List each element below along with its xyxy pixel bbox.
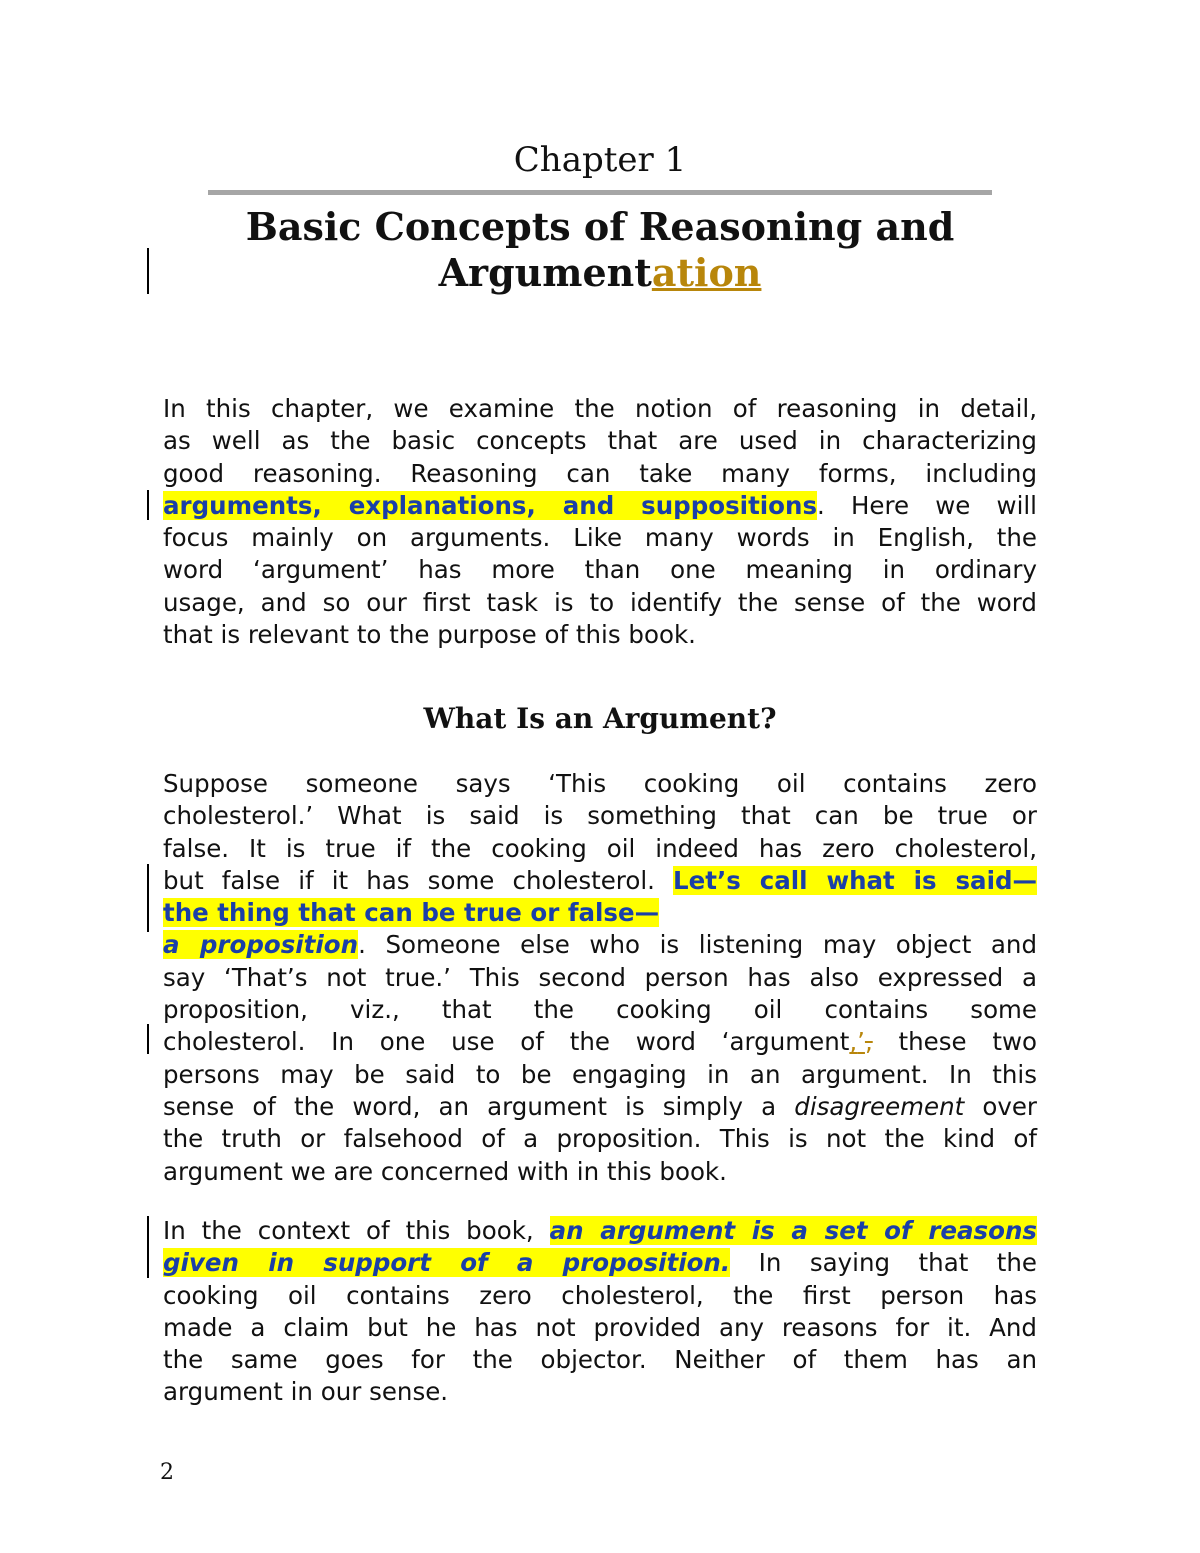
body-paragraph — [163, 1215, 1037, 1409]
paragraph-text: but false if it has some cholesterol. — [163, 865, 674, 895]
paragraph-line: Suppose someone says ‘This cooking oil contains zero — [163, 769, 1037, 798]
tracked-deletion: , — [864, 1027, 873, 1057]
chapter-title-line1: Basic Concepts of Reasoning and — [245, 204, 955, 249]
paragraph-line — [163, 929, 1037, 961]
tracked-insertion: ation — [651, 250, 762, 295]
paragraph-line — [163, 1247, 1037, 1279]
paragraph-text: . Here we will — [817, 490, 1037, 520]
highlighted-text: an argument is a set of reasons — [549, 1216, 1037, 1245]
paragraph-text: In saying that the — [730, 1248, 1038, 1278]
paragraph-line: the truth or falsehood of a proposition. This is not the kind of — [163, 1124, 1037, 1154]
paragraph-line — [163, 897, 1037, 929]
paragraph-line: proposition, viz., that the cooking oil contains some — [163, 995, 1037, 1025]
change-bar — [147, 1216, 149, 1278]
highlighted-text: Let’s call what is said— — [673, 865, 1037, 895]
paragraph-line — [163, 1026, 1037, 1058]
chapter-rule — [208, 190, 992, 195]
paragraph-line: good reasoning. Reasoning can take many forms, including — [163, 458, 1037, 488]
change-bar — [147, 1024, 149, 1054]
chapter-title-line2 — [0, 250, 1200, 296]
highlighted-text: a proposition — [163, 930, 359, 960]
paragraph-line — [163, 490, 1037, 522]
paragraph-text: . Someone else who is listening may object and — [358, 930, 1037, 960]
paragraph-line: usage, and so our first task is to identify the sense of the word — [163, 587, 1037, 617]
paragraph-line — [163, 1091, 1037, 1123]
highlighted-text: the thing that can be true or false— — [163, 898, 660, 928]
change-bar — [147, 490, 149, 520]
chapter-title — [0, 204, 1200, 296]
paragraph-line: argument we are concerned with in this book. — [163, 1156, 727, 1186]
paragraph-line: focus mainly on arguments. Like many words in English, the — [163, 523, 1037, 553]
tracked-insertion: ’ — [857, 1027, 865, 1057]
paragraph-line: argument in our sense. — [163, 1377, 449, 1407]
paragraph-line: cholesterol.’ What is said is something that can be true or — [163, 801, 1037, 831]
paragraph-line: word ‘argument’ has more than one meaning in ordinary — [163, 555, 1037, 585]
intro-paragraph — [163, 393, 1037, 651]
paragraph-line — [163, 865, 1037, 897]
tracked-insertion: , — [849, 1027, 858, 1057]
emphasized-text: disagreement — [794, 1091, 965, 1121]
paragraph-text: In the context of this book, — [163, 1216, 550, 1245]
change-bar — [147, 248, 149, 294]
paragraph-line: false. It is true if the cooking oil indeed has zero cholesterol, — [163, 833, 1037, 863]
highlighted-text: arguments, explanations, and suppositions — [163, 490, 818, 520]
paragraph-line: say ‘That’s not true.’ This second person has also expressed a — [163, 962, 1037, 992]
paragraph-text: sense of the word, an argument is simply a — [163, 1091, 795, 1121]
paragraph-line: as well as the basic concepts that are used in characterizing — [163, 426, 1037, 456]
body-paragraph — [163, 768, 1037, 1188]
paragraph-text: over — [964, 1091, 1037, 1121]
section-heading: What Is an Argument? — [423, 702, 777, 735]
paragraph-line — [163, 1215, 1037, 1247]
paragraph-line: made a claim but he has not provided any reasons for it. And — [163, 1312, 1037, 1342]
chapter-title-base: Argument — [438, 250, 652, 295]
paragraph-line: the same goes for the objector. Neither of them has an — [163, 1345, 1037, 1375]
paragraph-line: In this chapter, we examine the notion of reasoning in detail, — [163, 394, 1037, 423]
change-bar — [147, 864, 149, 932]
highlighted-text: given in support of a proposition. — [163, 1248, 731, 1278]
chapter-label: Chapter 1 — [513, 140, 687, 180]
paragraph-line: that is relevant to the purpose of this book. — [163, 620, 696, 650]
paragraph-line: persons may be said to be engaging in an argument. In this — [163, 1059, 1037, 1089]
paragraph-text: these two — [872, 1027, 1037, 1057]
page-number: 2 — [160, 1460, 174, 1485]
paragraph-line: cooking oil contains zero cholesterol, the first person has — [163, 1280, 1037, 1310]
paragraph-text: cholesterol. In one use of the word ‘argument — [163, 1027, 850, 1057]
